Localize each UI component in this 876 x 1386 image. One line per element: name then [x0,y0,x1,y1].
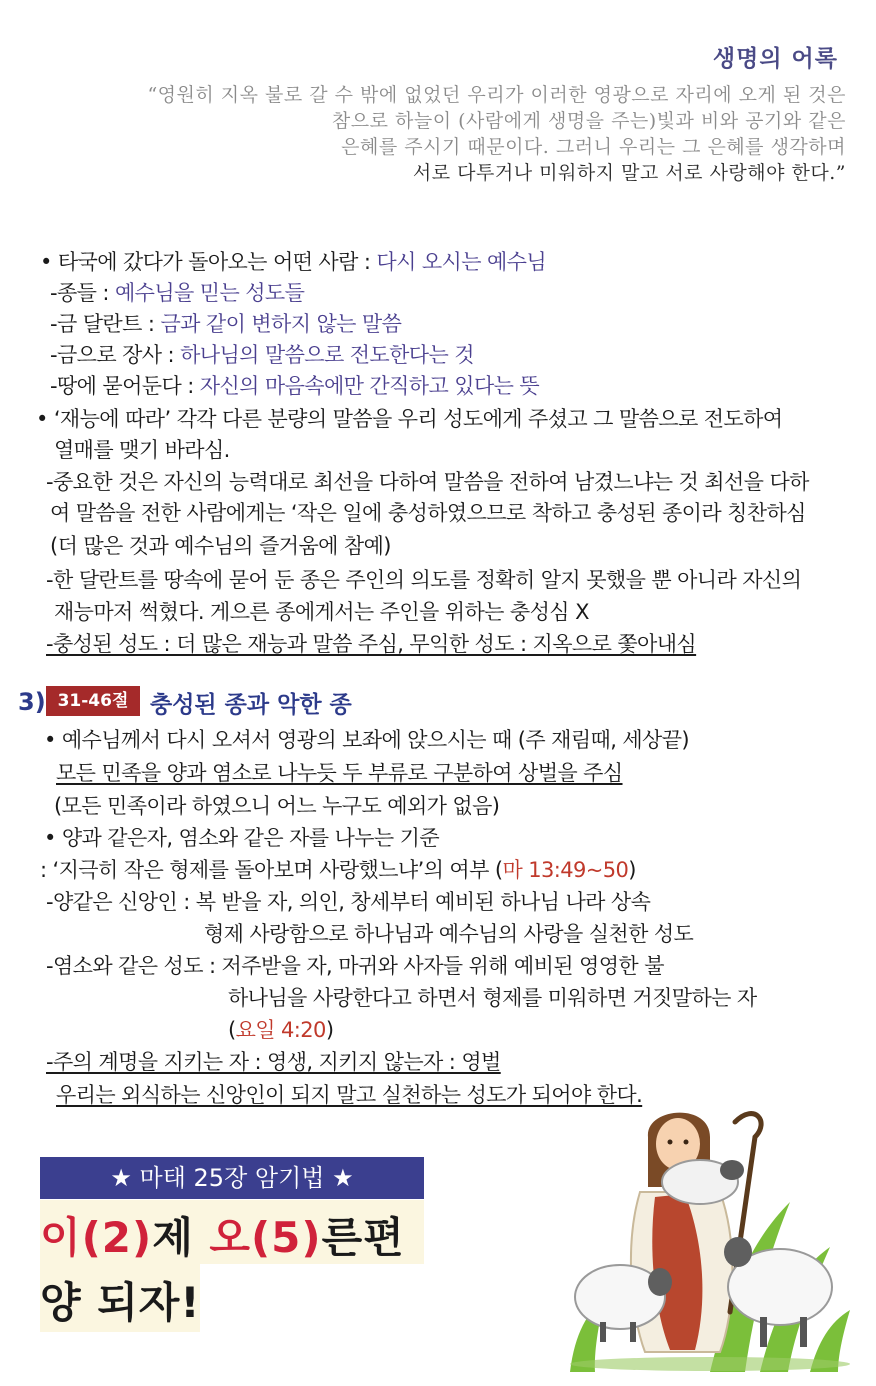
text-line: (모든 민족이라 하였으니 어느 누구도 예외가 없음) [54,794,500,818]
text-line: • 예수님께서 다시 오셔서 영광의 보좌에 앉으시는 때 (주 재림때, 세상끝) [44,728,690,752]
quote-title: 생명의 어록 [712,46,838,72]
text-line: 우리는 외식하는 신앙인이 되지 말고 실천하는 성도가 되어야 한다. [56,1083,643,1107]
highlight-text: 금과 같이 변하지 않는 말씀 [160,312,402,336]
text-line: -충성된 성도 : 더 많은 재능과 말씀 주심, 무익한 성도 : 지옥으로 쫓아내심 [46,632,697,656]
text-line: 여 말씀을 전한 사람에게는 ‘작은 일에 충성하였으므로 착하고 충성된 종이라 칭찬하심 [50,501,806,525]
text-line: • ‘재능에 따라’ 각각 다른 분량의 말씀을 우리 성도에게 주셨고 그 말씀으로 전도하여 [36,407,783,431]
section-title: 충성된 종과 악한 종 [150,692,352,718]
text-line: 열매를 맺기 바라심. [54,438,230,462]
quote-line-2: 참으로 하늘이 (사람에게 생명을 주는)빛과 비와 공기와 같은 [331,110,846,132]
bible-reference: 요일 4:20 [235,1018,326,1042]
text-line: 재능마저 썩혔다. 게으른 종에게서는 주인을 위하는 충성심 X [54,600,589,624]
text-line: -한 달란트를 땅속에 묻어 둔 종은 주인의 의도를 정확히 알지 못했을 뿐 아니라 자신의 [46,568,802,592]
text-line: (요일 4:20) [228,1018,334,1042]
highlight-text: 하나님의 말씀으로 전도한다는 것 [180,343,474,367]
text-line: -금 달란트 : 금과 같이 변하지 않는 말씀 [50,312,402,336]
highlight-text: 다시 오시는 예수님 [376,250,547,274]
highlight-text: 자신의 마음속에만 간직하고 있다는 뜻 [199,374,540,398]
quote-line-3: 은혜를 주시기 때문이다. 그러니 우리는 그 은혜를 생각하며 [341,136,846,158]
text-line: -양같은 신앙인 : 복 받을 자, 의인, 창세부터 예비된 하나님 나라 상속 [46,890,651,914]
text-line: • 양과 같은자, 염소와 같은 자를 나누는 기준 [44,826,440,850]
text-line: -땅에 묻어둔다 : 자신의 마음속에만 간직하고 있다는 뜻 [50,374,540,398]
text-line: (더 많은 것과 예수님의 즐거움에 참예) [50,534,391,558]
section-number: 3) [18,688,46,716]
memory-banner: ★ 마태 25장 암기법 ★ [40,1157,424,1199]
memory-line-2: 양 되자! [40,1278,201,1327]
text-line: -금으로 장사 : 하나님의 말씀으로 전도한다는 것 [50,343,474,367]
text-line: 모든 민족을 양과 염소로 나누듯 두 부류로 구분하여 상벌을 주심 [56,761,623,785]
text-line: -주의 계명을 지키는 자 : 영생, 지키지 않는자 : 영벌 [46,1050,501,1074]
text-line: -종들 : 예수님을 믿는 성도들 [50,281,305,305]
text-line: 형제 사랑함으로 하나님과 예수님의 사랑을 실천한 성도 [204,922,694,946]
text-line: -중요한 것은 자신의 능력대로 최선을 다하여 말씀을 전하여 남겼느냐는 것 최선을 다하 [46,470,809,494]
jesus-shepherd-illustration [560,1082,860,1372]
text-line: • 타국에 갔다가 돌아오는 어떤 사람 : 다시 오시는 예수님 [40,250,547,274]
quote-line-4: 서로 다투거나 미워하지 말고 서로 사랑해야 한다.” [412,162,846,184]
quote-line-1: “영원히 지옥 불로 갈 수 밖에 없었던 우리가 이러한 영광으로 자리에 오게 된 것은 [147,84,846,106]
verse-badge: 31-46절 [46,686,140,716]
highlight-text: 예수님을 믿는 성도들 [114,281,305,305]
text-line: -염소와 같은 성도 : 저주받을 자, 마귀와 사자들 위해 예비된 영영한 불 [46,954,664,978]
text-line: : ‘지극히 작은 형제를 돌아보며 사랑했느냐’의 여부 (마 13:49~50) [40,858,636,882]
bible-reference: 마 13:49~50 [502,858,629,882]
memory-line-1: 이(2)제 오(5)른편 [40,1213,405,1262]
text-line: 하나님을 사랑한다고 하면서 형제를 미워하면 거짓말하는 자 [228,986,757,1010]
